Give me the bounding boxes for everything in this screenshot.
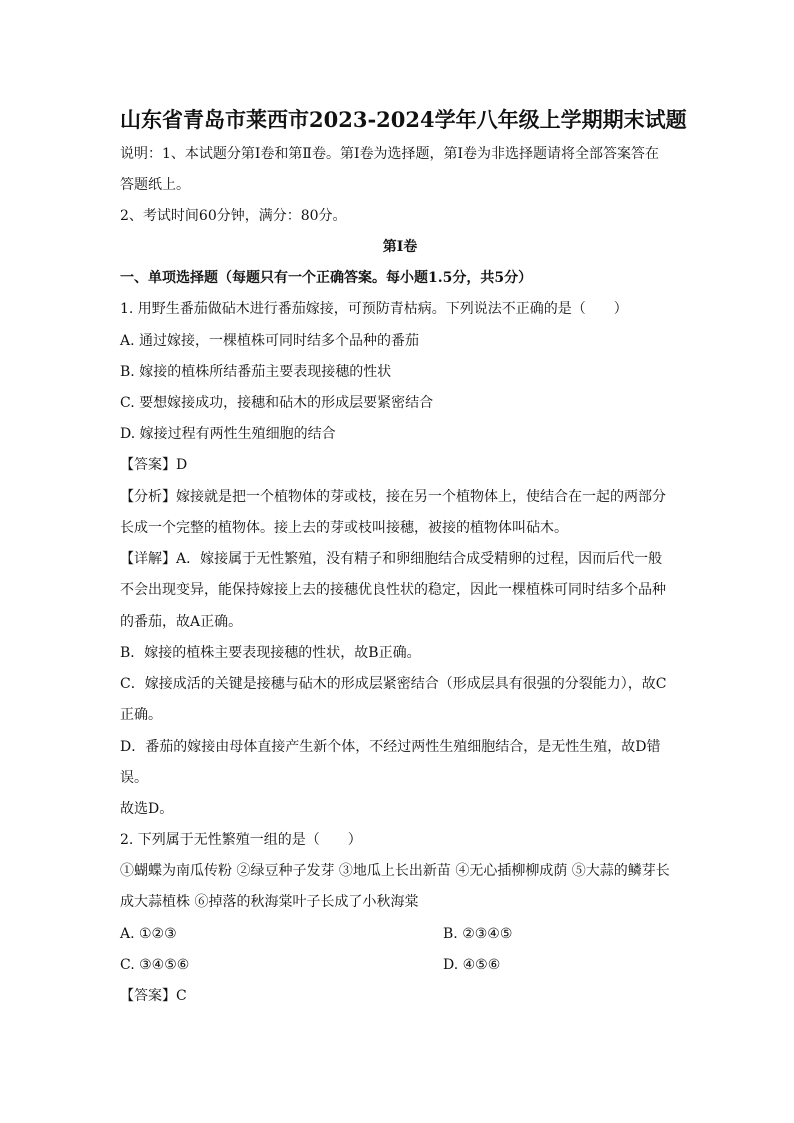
question-2-answer: 【答案】C — [120, 988, 187, 1004]
question-1-detail: 误。 — [120, 770, 148, 786]
instruction-line: 2、考试时间60分钟，满分：80分。 — [120, 208, 347, 224]
question-2-option-a: A. ①②③ — [120, 926, 177, 942]
question-1-analysis: 长成一个完整的植物体。接上去的芽或枝叫接穗，被接的植物体叫砧木。 — [120, 520, 568, 536]
question-1-detail: C．嫁接成活的关键是接穗与砧木的形成层紧密结合（形成层具有很强的分裂能力），故C — [120, 676, 667, 692]
question-1-option-c: C. 要想嫁接成功，接穗和砧木的形成层要紧密结合 — [120, 395, 434, 411]
question-1-detail: 【详解】A．嫁接属于无性繁殖，没有精子和卵细胞结合成受精卵的过程，因而后代一般 — [120, 551, 663, 567]
question-1-detail: 故选D。 — [120, 801, 174, 817]
question-2-stem: 2. 下列属于无性繁殖一组的是（ ） — [120, 832, 362, 848]
question-1-detail: D．番茄的嫁接由母体直接产生新个体，不经过两性生殖细胞结合，是无性生殖，故D错 — [120, 739, 661, 755]
question-1-option-b: B. 嫁接的植株所结番茄主要表现接穗的性状 — [120, 364, 392, 380]
question-2-items: 成大蒜植株 ⑥掉落的秋海棠叶子长成了小秋海棠 — [120, 894, 419, 910]
question-1-detail: 正确。 — [120, 707, 162, 723]
question-1-detail: 的番茄，故A正确。 — [120, 614, 243, 630]
question-2-option-d: D. ④⑤⑥ — [443, 957, 501, 973]
question-1-detail: 不会出现变异，能保持嫁接上去的接穗优良性状的稳定，因此一棵植株可同时结多个品种 — [120, 582, 666, 598]
part-heading: 一、单项选择题（每题只有一个正确答案。每小题1.5分，共5分） — [120, 270, 533, 286]
question-1-analysis: 【分析】嫁接就是把一个植物体的芽或枝，接在另一个植物体上，使结合在一起的两部分 — [120, 489, 666, 505]
question-1-stem: 1. 用野生番茄做砧木进行番茄嫁接，可预防青枯病。下列说法不正确的是（ ） — [120, 301, 628, 317]
section-heading: 第I卷 — [382, 239, 418, 255]
question-2-option-c: C. ③④⑤⑥ — [120, 957, 190, 973]
document-title: 山东省青岛市莱西市2023-2024学年八年级上学期期末试题 — [120, 107, 687, 132]
question-1-detail: B．嫁接的植株主要表现接穗的性状，故B正确。 — [120, 645, 421, 661]
question-2-option-b: B. ②③④⑤ — [443, 926, 513, 942]
question-1-answer: 【答案】D — [120, 457, 188, 473]
question-1-option-d: D. 嫁接过程有两性生殖细胞的结合 — [120, 426, 336, 442]
question-1-option-a: A. 通过嫁接，一棵植株可同时结多个品种的番茄 — [120, 333, 420, 349]
instruction-line: 答题纸上。 — [120, 177, 190, 193]
instruction-line: 说明：1、本试题分第I卷和第Ⅱ卷。第I卷为选择题，第I卷为非选择题请将全部答案答在 — [120, 146, 660, 162]
question-2-items: ①蝴蝶为南瓜传粉 ②绿豆种子发芽 ③地瓜上长出新苗 ④无心插柳柳成荫 ⑤大蒜的鳞芽长 — [120, 863, 670, 879]
